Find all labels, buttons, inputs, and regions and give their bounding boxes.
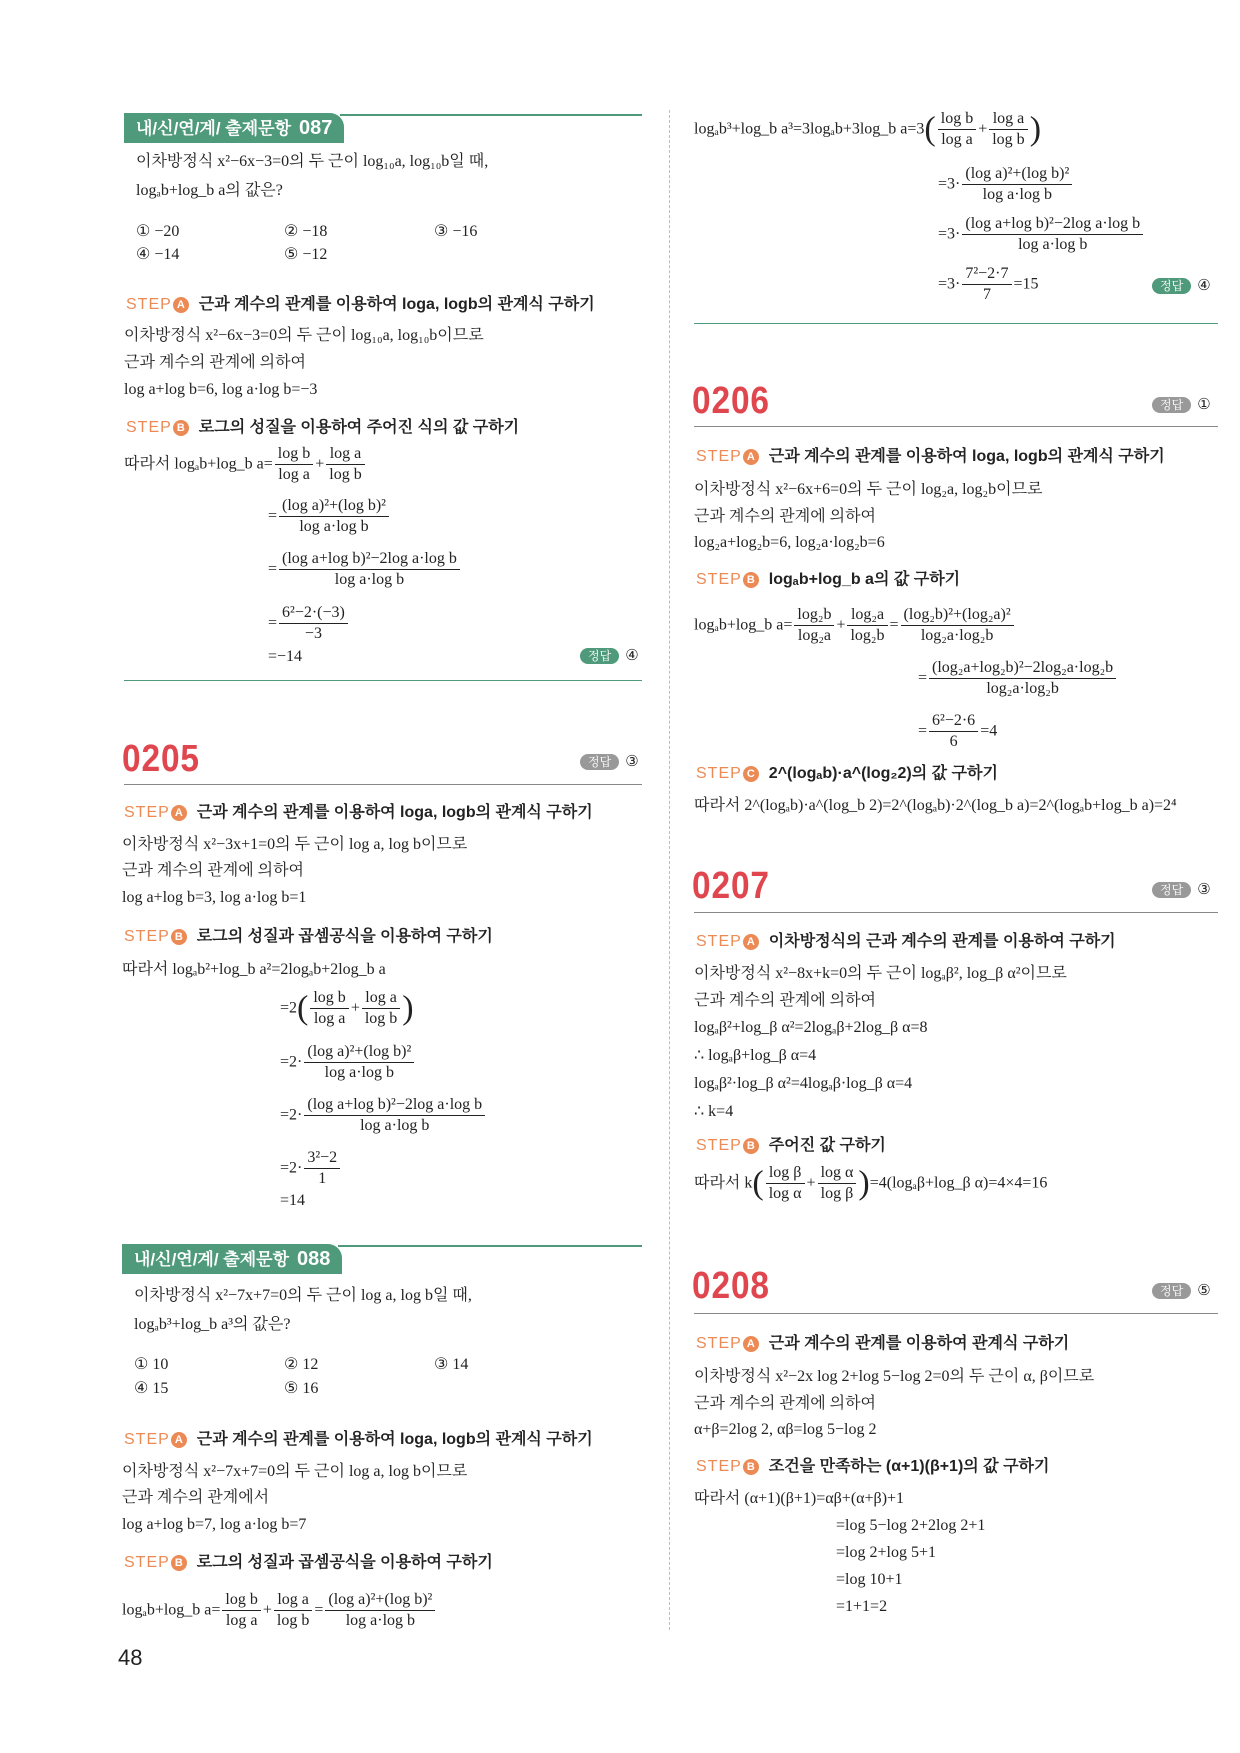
fraction xyxy=(989,109,1027,150)
tag-underline xyxy=(340,114,642,116)
fraction xyxy=(794,605,834,646)
question-text: logₐb+log_b a의 값은? xyxy=(136,182,283,199)
numerator: (log a+log b)²−2log a·log b xyxy=(279,549,460,570)
denominator: log a xyxy=(225,1612,258,1629)
fraction xyxy=(274,1590,312,1631)
fraction xyxy=(279,496,389,537)
math-lead: =3· xyxy=(938,225,961,243)
solution-line: log a+log b=6, log a·log b=−3 xyxy=(124,381,318,398)
source-tag-label: 내/신/연/계/ 출제문항 xyxy=(134,1250,289,1269)
choice: ① −20 xyxy=(136,223,180,240)
step-a-heading: STEP A 근과 계수의 관계를 이용하여 loga, logb의 관계식 구하기 xyxy=(124,1431,593,1448)
denominator: 6 xyxy=(949,733,958,750)
solution-line: logₐβ²·log_β α²=4logₐβ·log_β α=4 xyxy=(694,1075,913,1092)
tag-underline xyxy=(338,1245,642,1247)
result-line: =−14 xyxy=(268,648,303,665)
solution-line: 따라서 logₐb²+log_b a²=2logₐb+2log_b a xyxy=(122,961,386,978)
problem-rule xyxy=(694,1313,1218,1314)
fraction xyxy=(279,603,348,644)
denominator: log a·log b xyxy=(324,1064,394,1081)
question-text: 이차방정식 x²−7x+7=0의 두 근이 log a, log b일 때, xyxy=(134,1287,472,1304)
source-tag-number: 087 xyxy=(299,117,333,139)
solution-line: log a+log b=3, log a·log b=1 xyxy=(122,889,307,906)
denominator: log a·log b xyxy=(345,1612,416,1629)
numerator: log α xyxy=(818,1163,857,1184)
step-title: 로그의 성질과 곱셈공식을 이용하여 구하기 xyxy=(196,928,493,945)
step-title: 조건을 만족하는 (α+1)(β+1)의 값 구하기 xyxy=(768,1458,1050,1475)
fraction xyxy=(362,988,400,1029)
numerator: (log a)²+(log b)² xyxy=(304,1042,414,1063)
problem-rule xyxy=(124,784,642,785)
solution-line: ∴ k=4 xyxy=(694,1103,734,1120)
answer-badge xyxy=(1152,395,1211,413)
numerator: log b xyxy=(275,444,313,465)
numerator: log b xyxy=(310,988,348,1009)
math-lead: logₐb³+log_b a³=3logₐb+3log_b a=3 xyxy=(694,120,925,138)
answer-badge xyxy=(1152,880,1211,898)
denominator: log a xyxy=(941,131,973,148)
section-divider xyxy=(124,680,642,681)
result-value: =4 xyxy=(980,722,998,740)
answer-value: ① xyxy=(1197,396,1211,413)
solution-line: 이차방정식 x²−8x+k=0의 두 근이 logₐβ², log_β α²이므로 xyxy=(694,965,1067,982)
denominator: log b xyxy=(329,466,362,483)
step-title: 이차방정식의 근과 계수의 관계를 이용하여 구하기 xyxy=(768,933,1116,950)
solution-line: log₂a+log₂b=6, log₂a·log₂b=6 xyxy=(694,534,885,551)
source-tag-number: 088 xyxy=(297,1248,331,1270)
step-a-heading: STEP A 이차방정식의 근과 계수의 관계를 이용하여 구하기 xyxy=(696,933,1116,950)
problem-number: 0205 xyxy=(122,738,200,780)
choice: ② −18 xyxy=(284,223,328,240)
math-row: = $\frac{\text{(log a+log b)²−2log a·log b}}{\text{log a·log b}}$ xyxy=(268,549,462,590)
fraction xyxy=(325,1590,435,1631)
page-number: 48 xyxy=(118,1645,143,1670)
source-tag-label: 내/신/연/계/ 출제문항 xyxy=(136,119,291,138)
solution-line: 이차방정식 x²−6x−3=0의 두 근이 log₁₀a, log₁₀b이므로 xyxy=(124,327,484,344)
answer-label: 정답 xyxy=(1152,882,1191,898)
solution-line: ∴ logₐβ+log_β α=4 xyxy=(694,1047,817,1064)
denominator: log b xyxy=(364,1010,398,1027)
denominator: log a·log b xyxy=(360,1117,430,1134)
fraction xyxy=(901,605,1014,646)
numerator: 6²−2·(−3) xyxy=(279,603,348,624)
answer-value: ④ xyxy=(625,647,639,664)
question-text: 이차방정식 x²−6x−3=0의 두 근이 log₁₀a, log₁₀b일 때, xyxy=(136,153,489,170)
denominator: log a·log b xyxy=(299,518,369,535)
solution-line: 근과 계수의 관계에서 xyxy=(122,1489,270,1506)
choice: ② 12 xyxy=(284,1356,319,1373)
answer-value: ⑤ xyxy=(1197,1282,1211,1299)
math-row: 따라서 logₐb+log_b a= $\frac{\text{log b}}{\text{log a}}$ + $\frac{\text{log a}}{\text{log b}}$ xyxy=(124,444,367,485)
solution-line: 근과 계수의 관계에 의하여 xyxy=(694,508,877,525)
answer-value: ③ xyxy=(625,753,639,770)
numerator: 6²−2·6 xyxy=(929,711,978,732)
fraction xyxy=(962,164,1072,205)
math-lead: 따라서 logₐb+log_b a= xyxy=(124,455,273,473)
denominator: log₂b xyxy=(850,627,885,644)
problem-number: 0208 xyxy=(692,1265,770,1307)
step-a-heading: STEP A 근과 계수의 관계를 이용하여 loga, logb의 관계식 구하기 xyxy=(124,804,593,821)
numerator: log b xyxy=(938,109,976,130)
math-lead: logₐb+log_b a= xyxy=(122,1601,221,1619)
numerator: log₂a xyxy=(847,605,887,626)
source-tag-087 xyxy=(124,113,344,143)
answer-badge xyxy=(580,752,639,770)
denominator: log a xyxy=(278,466,310,483)
step-b-heading: STEP B 로그의 성질을 이용하여 주어진 식의 값 구하기 xyxy=(126,419,520,436)
numerator: 3²−2 xyxy=(304,1148,340,1169)
problem-number: 0207 xyxy=(692,865,770,907)
source-tag-088 xyxy=(122,1244,342,1274)
step-title: 근과 계수의 관계를 이용하여 loga, logb의 관계식 구하기 xyxy=(196,1431,593,1448)
solution-line: =log 5−log 2+2log 2+1 xyxy=(836,1517,986,1534)
answer-label: 정답 xyxy=(580,754,619,770)
denominator: 7 xyxy=(982,286,991,303)
answer-label: 정답 xyxy=(1152,397,1191,413)
math-lead: =2· xyxy=(280,1053,303,1071)
numerator: log a xyxy=(362,988,400,1009)
math-tail: =4(logₐβ+log_β α)=4×4=16 xyxy=(869,1174,1048,1192)
solution-line: 근과 계수의 관계에 의하여 xyxy=(694,992,877,1009)
math-lead: =3· xyxy=(938,275,961,293)
solution-line: 근과 계수의 관계에 의하여 xyxy=(124,354,307,371)
step-title: 근과 계수의 관계를 이용하여 loga, logb의 관계식 구하기 xyxy=(196,804,593,821)
choice: ④ 15 xyxy=(134,1380,169,1397)
choice: ③ −16 xyxy=(434,223,478,240)
math-row xyxy=(938,264,1039,305)
step-b-heading: STEP B 로그의 성질과 곱셈공식을 이용하여 구하기 xyxy=(124,928,493,945)
denominator: log₂a·log₂b xyxy=(920,627,994,644)
denominator: log α xyxy=(768,1185,802,1202)
choice: ⑤ 16 xyxy=(284,1380,319,1397)
denominator: log a xyxy=(313,1010,346,1027)
step-title: 2^(logₐb)·a^(log₂2)의 값 구하기 xyxy=(768,765,998,782)
math-row: = $\frac{\text{6²−2·6}}{6}$ =4 xyxy=(918,712,998,750)
numerator: log β xyxy=(766,1163,805,1184)
math-row xyxy=(938,164,1074,205)
math-row: logₐb+log_b a= $\frac{\text{log₂b}}{\text{log₂a}}$ + $\frac{\text{log₂a}}{\text{log₂b}}$ = $\frac{\text{(log₂b)²+(log₂a)²}}{\text{log₂a·log₂b}}$ xyxy=(694,605,1016,646)
solution-line: 이차방정식 x²−3x+1=0의 두 근이 log a, log b이므로 xyxy=(122,836,468,853)
numerator: (log a)²+(log b)² xyxy=(962,164,1072,185)
math-row: = $\frac{\text{(log a)²+(log b)²}}{\text{log a·log b}}$ xyxy=(268,496,391,537)
numerator: (log₂a+log₂b)²−2log₂a·log₂b xyxy=(929,658,1116,679)
denominator: log a·log b xyxy=(982,186,1052,203)
column-divider xyxy=(669,110,670,1630)
math-lead: =2· xyxy=(280,1159,303,1177)
math-lead: =2· xyxy=(280,1106,303,1124)
step-title: 로그의 성질과 곱셈공식을 이용하여 구하기 xyxy=(196,1554,493,1571)
result-line: =14 xyxy=(280,1192,306,1209)
denominator: log b xyxy=(276,1612,310,1629)
math-row xyxy=(280,1042,416,1083)
choice: ③ 14 xyxy=(434,1356,469,1373)
choice: ① 10 xyxy=(134,1356,169,1373)
step-a-heading: STEP A 근과 계수의 관계를 이용하여 loga, logb의 관계식 구하기 xyxy=(126,296,595,313)
fraction xyxy=(847,605,887,646)
answer-value: ④ xyxy=(1197,277,1211,294)
numerator: log a xyxy=(274,1590,312,1611)
fraction xyxy=(818,1163,857,1204)
fraction xyxy=(929,658,1116,699)
math-lead: logₐb+log_b a= xyxy=(694,616,793,634)
answer-badge xyxy=(1152,276,1211,294)
step-title: 근과 계수의 관계를 이용하여 loga, logb의 관계식 구하기 xyxy=(198,296,595,313)
problem-rule xyxy=(694,912,1218,913)
solution-line: 따라서 (α+1)(β+1)=αβ+(α+β)+1 xyxy=(694,1490,905,1507)
solution-line: α+β=2log 2, αβ=log 5−log 2 xyxy=(694,1421,877,1438)
step-b-heading: STEP B 조건을 만족하는 (α+1)(β+1)의 값 구하기 xyxy=(696,1458,1050,1475)
denominator: log a·log b xyxy=(1018,236,1088,253)
problem-number: 0206 xyxy=(692,380,770,422)
fraction xyxy=(304,1148,340,1189)
math-row xyxy=(280,1148,342,1189)
denominator: log β xyxy=(820,1185,854,1202)
result-value: =15 xyxy=(1013,275,1039,293)
step-title: 근과 계수의 관계를 이용하여 관계식 구하기 xyxy=(768,1335,1070,1352)
solution-line: =1+1=2 xyxy=(836,1598,888,1615)
math-row: logₐb³+log_b a³=3logₐb+3log_b a=3( $\frac{\text{log b}}{\text{log a}}$ + $\frac{\text{log a}}{\text{log b}}$ ) xyxy=(694,110,1042,148)
numerator: (log a+log b)²−2log a·log b xyxy=(304,1095,485,1116)
choice: ④ −14 xyxy=(136,246,180,263)
fraction xyxy=(304,1042,414,1083)
fraction xyxy=(938,109,976,150)
solution-line: 근과 계수의 관계에 의하여 xyxy=(122,862,305,879)
math-row: = $\frac{\text{6²−2·(−3)}}{-3}$ xyxy=(268,603,350,644)
answer-label: 정답 xyxy=(580,648,619,664)
math-lead: =2 xyxy=(280,999,298,1017)
answer-label: 정답 xyxy=(1152,278,1191,294)
math-lead: =3· xyxy=(938,175,961,193)
math-row: =2( $\frac{\text{log b}}{\text{log a}}$ + $\frac{\text{log a}}{\text{log b}}$ ) xyxy=(280,989,414,1027)
denominator: −3 xyxy=(304,625,322,642)
step-c-heading: STEP C 2^(logₐb)·a^(log₂2)의 값 구하기 xyxy=(696,765,998,782)
step-a-heading: STEP A 근과 계수의 관계를 이용하여 관계식 구하기 xyxy=(696,1335,1070,1352)
answer-badge xyxy=(580,646,639,664)
fraction xyxy=(279,549,460,590)
solution-line: 근과 계수의 관계에 의하여 xyxy=(694,1395,877,1412)
solution-line: log a+log b=7, log a·log b=7 xyxy=(122,1516,307,1533)
numerator: (log a)²+(log b)² xyxy=(279,496,389,517)
solution-line: logₐβ²+log_β α²=2logₐβ+2log_β α=8 xyxy=(694,1019,928,1036)
solution-line: 따라서 2^(logₐb)·a^(log_b 2)=2^(logₐb)·2^(log_b a)=2^(logₐb+log_b a)=2⁴ xyxy=(694,797,1177,814)
choice: ⑤ −12 xyxy=(284,246,328,263)
solution-line: 이차방정식 x²−2x log 2+log 5−log 2=0의 두 근이 α, β이므로 xyxy=(694,1368,1095,1385)
denominator: log b xyxy=(992,131,1025,148)
math-row: logₐb+log_b a= $\frac{\text{log b}}{\text{log a}}$ + $\frac{\text{log a}}{\text{log b}}$ = $\frac{\text{(log a)²+(log b)²}}{\text{log a·log b}}$ xyxy=(122,1590,437,1631)
step-title: 주어진 값 구하기 xyxy=(768,1137,886,1154)
step-title: 근과 계수의 관계를 이용하여 loga, logb의 관계식 구하기 xyxy=(768,448,1165,465)
numerator: log a xyxy=(326,444,364,465)
numerator: (log₂b)²+(log₂a)² xyxy=(901,605,1014,626)
step-a-heading: STEP A 근과 계수의 관계를 이용하여 loga, logb의 관계식 구하기 xyxy=(696,448,1165,465)
step-title: logₐb+log_b a의 값 구하기 xyxy=(768,571,961,588)
numerator: 7²−2·7 xyxy=(962,264,1011,285)
denominator: log a·log b xyxy=(334,571,405,588)
step-b-heading: STEP B 주어진 값 구하기 xyxy=(696,1137,886,1154)
math-row xyxy=(280,1095,487,1136)
solution-line: =log 2+log 5+1 xyxy=(836,1544,936,1561)
answer-value: ③ xyxy=(1197,881,1211,898)
fraction xyxy=(326,444,364,485)
denominator: log₂a xyxy=(797,627,831,644)
solution-line: =log 10+1 xyxy=(836,1571,903,1588)
math-row: = $\frac{\text{(log₂a+log₂b)²−2log₂a·log₂b}}{\text{log₂a·log₂b}}$ xyxy=(918,658,1118,699)
numerator: log₂b xyxy=(794,605,834,626)
math-row xyxy=(938,214,1145,255)
answer-badge xyxy=(1152,1281,1211,1299)
problem-rule xyxy=(694,426,1218,427)
fraction xyxy=(310,988,348,1029)
math-lead: 따라서 k xyxy=(694,1174,753,1192)
fraction xyxy=(929,711,978,752)
answer-label: 정답 xyxy=(1152,1283,1191,1299)
fraction xyxy=(766,1163,805,1204)
fraction xyxy=(962,264,1011,305)
question-text: logₐb³+log_b a³의 값은? xyxy=(134,1316,291,1333)
section-divider xyxy=(694,323,1218,324)
numerator: (log a)²+(log b)² xyxy=(325,1590,435,1611)
numerator: log b xyxy=(222,1590,260,1611)
numerator: (log a+log b)²−2log a·log b xyxy=(962,214,1143,235)
solution-line: 이차방정식 x²−6x+6=0의 두 근이 log₂a, log₂b이므로 xyxy=(694,481,1043,498)
fraction xyxy=(962,214,1143,255)
denominator: log₂a·log₂b xyxy=(986,680,1059,697)
step-title: 로그의 성질을 이용하여 주어진 식의 값 구하기 xyxy=(198,419,520,436)
fraction xyxy=(222,1590,260,1631)
fraction xyxy=(275,444,313,485)
fraction xyxy=(304,1095,485,1136)
solution-line: 이차방정식 x²−7x+7=0의 두 근이 log a, log b이므로 xyxy=(122,1463,468,1480)
step-b-heading: STEP B 로그의 성질과 곱셈공식을 이용하여 구하기 xyxy=(124,1554,493,1571)
numerator: log a xyxy=(989,109,1027,130)
denominator: 1 xyxy=(318,1170,327,1187)
step-b-heading: STEP B logₐb+log_b a의 값 구하기 xyxy=(696,571,961,588)
math-row: 따라서 k( $\frac{\text{log β}}{\text{log α}}$ + $\frac{\text{log α}}{\text{log β}}$ )=4(logₐβ+log_β α)=4×4=16 xyxy=(694,1164,1048,1202)
